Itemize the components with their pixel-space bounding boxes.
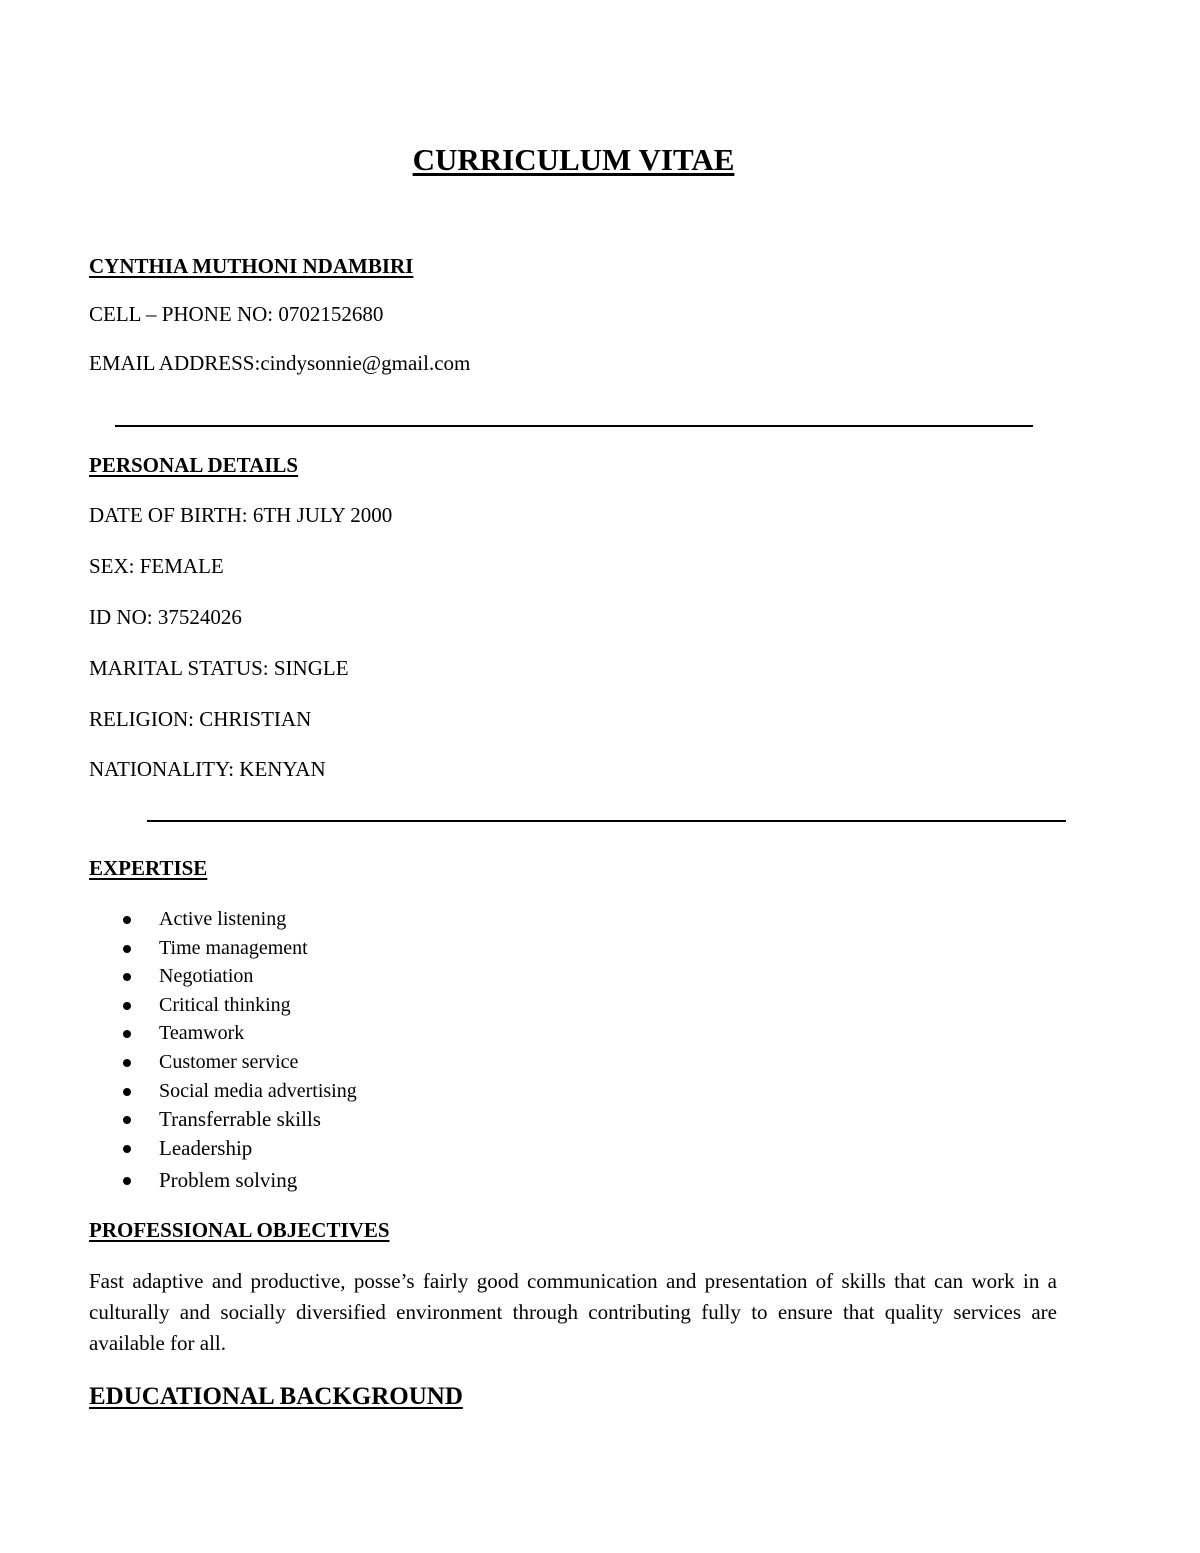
personal-details-heading: PERSONAL DETAILS bbox=[89, 453, 299, 477]
list-item bbox=[89, 1134, 357, 1163]
expertise-item: Transferrable skills bbox=[159, 1107, 321, 1132]
expertise-item: Teamwork bbox=[159, 1022, 245, 1045]
professional-objectives-text: Fast adaptive and productive, posse’s fairly good communication and presentation of skills that can work in a culturally and socially diversified environment through contributing fully to ensure that quality services are available for all. bbox=[89, 1269, 1057, 1355]
list-item bbox=[89, 1077, 357, 1106]
candidate-name: CYNTHIA MUTHONI NDAMBIRI bbox=[89, 254, 414, 278]
religion: RELIGION: CHRISTIAN bbox=[89, 707, 312, 731]
expertise-item: Negotiation bbox=[159, 965, 254, 988]
bullet-icon bbox=[123, 1002, 131, 1010]
document-title: CURRICULUM VITAE bbox=[412, 142, 735, 177]
educational-background-heading: EDUCATIONAL BACKGROUND bbox=[89, 1383, 463, 1410]
bullet-icon bbox=[123, 1145, 131, 1153]
bullet-icon bbox=[123, 1177, 131, 1185]
email-address: EMAIL ADDRESS:cindysonnie@gmail.com bbox=[89, 351, 471, 375]
expertise-heading: EXPERTISE bbox=[89, 856, 208, 880]
date-of-birth: DATE OF BIRTH: 6TH JULY 2000 bbox=[89, 503, 393, 527]
bullet-icon bbox=[123, 973, 131, 981]
list-item bbox=[89, 1105, 357, 1134]
list-item bbox=[89, 1048, 357, 1077]
id-number: ID NO: 37524026 bbox=[89, 605, 242, 629]
bullet-icon bbox=[123, 1116, 131, 1124]
list-item bbox=[89, 1019, 357, 1048]
expertise-item: Leadership bbox=[159, 1135, 253, 1160]
list-item bbox=[89, 991, 357, 1020]
expertise-item: Social media advertising bbox=[159, 1079, 357, 1102]
nationality: NATIONALITY: KENYAN bbox=[89, 757, 326, 781]
expertise-item: Critical thinking bbox=[159, 993, 291, 1016]
section-divider bbox=[147, 820, 1066, 822]
sex: SEX: FEMALE bbox=[89, 554, 224, 578]
bullet-icon bbox=[123, 1088, 131, 1096]
list-item bbox=[89, 1166, 357, 1195]
bullet-icon bbox=[123, 1030, 131, 1038]
list-item bbox=[89, 934, 357, 963]
phone-number: CELL – PHONE NO: 0702152680 bbox=[89, 302, 384, 326]
expertise-item: Time management bbox=[159, 936, 308, 959]
expertise-item: Problem solving bbox=[159, 1168, 298, 1193]
professional-objectives-heading: PROFESSIONAL OBJECTIVES bbox=[89, 1218, 390, 1242]
section-divider bbox=[115, 425, 1033, 427]
list-item bbox=[89, 905, 357, 934]
expertise-item: Customer service bbox=[159, 1050, 299, 1073]
bullet-icon bbox=[123, 945, 131, 953]
bullet-icon bbox=[123, 916, 131, 924]
bullet-icon bbox=[123, 1059, 131, 1067]
expertise-item: Active listening bbox=[159, 908, 287, 930]
marital-status: MARITAL STATUS: SINGLE bbox=[89, 656, 349, 680]
list-item bbox=[89, 962, 357, 991]
expertise-list bbox=[89, 905, 357, 1191]
